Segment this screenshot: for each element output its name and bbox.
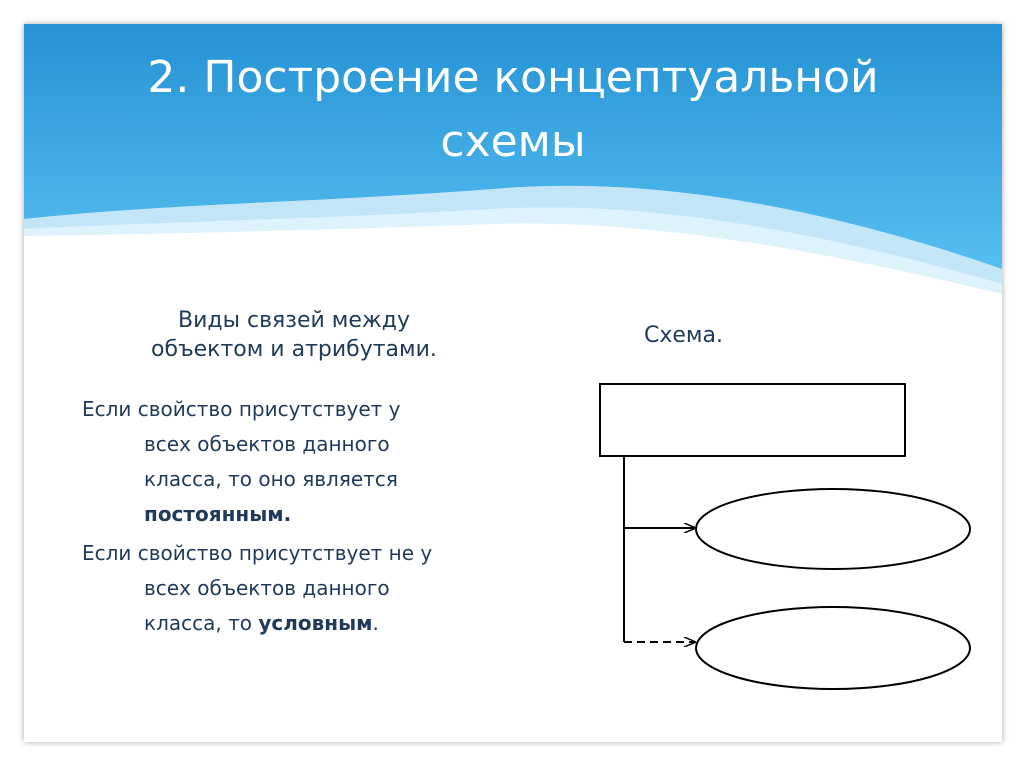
para1-line-4 bbox=[82, 497, 502, 532]
para2-line-3 bbox=[82, 606, 502, 641]
para2-line-3-pre: класса, то bbox=[144, 611, 259, 635]
paragraph-constant bbox=[82, 392, 502, 532]
para1-line-3: класса, то оно является bbox=[144, 467, 398, 491]
bold-conditional: условным bbox=[258, 611, 373, 635]
schema-label: Схема. bbox=[644, 323, 723, 348]
para1-line-1: Если свойство присутствует у bbox=[82, 397, 401, 421]
para2-line-2: всех объектов данного bbox=[144, 576, 390, 600]
slide bbox=[24, 24, 1002, 742]
title-line-2: схемы bbox=[440, 116, 586, 167]
title-line-1: 2. Построение концептуальной bbox=[147, 52, 879, 103]
para1-tail: . bbox=[283, 502, 292, 526]
paragraph-conditional bbox=[82, 536, 502, 641]
para2-line-1: Если свойство присутствует не у bbox=[82, 541, 433, 565]
attribute-ellipse-conditional bbox=[696, 607, 970, 689]
para2-tail: . bbox=[372, 611, 379, 635]
bold-constant: постоянным bbox=[144, 502, 284, 526]
subtitle-line-1: Виды связей между bbox=[178, 308, 410, 333]
left-subtitle bbox=[84, 306, 504, 364]
body-text bbox=[82, 392, 502, 645]
para1-line-2: всех объектов данного bbox=[144, 432, 390, 456]
object-box bbox=[600, 384, 905, 456]
page-title bbox=[24, 46, 1002, 174]
subtitle-line-2: объектом и атрибутами. bbox=[151, 337, 437, 362]
attribute-ellipse-constant bbox=[696, 489, 970, 569]
